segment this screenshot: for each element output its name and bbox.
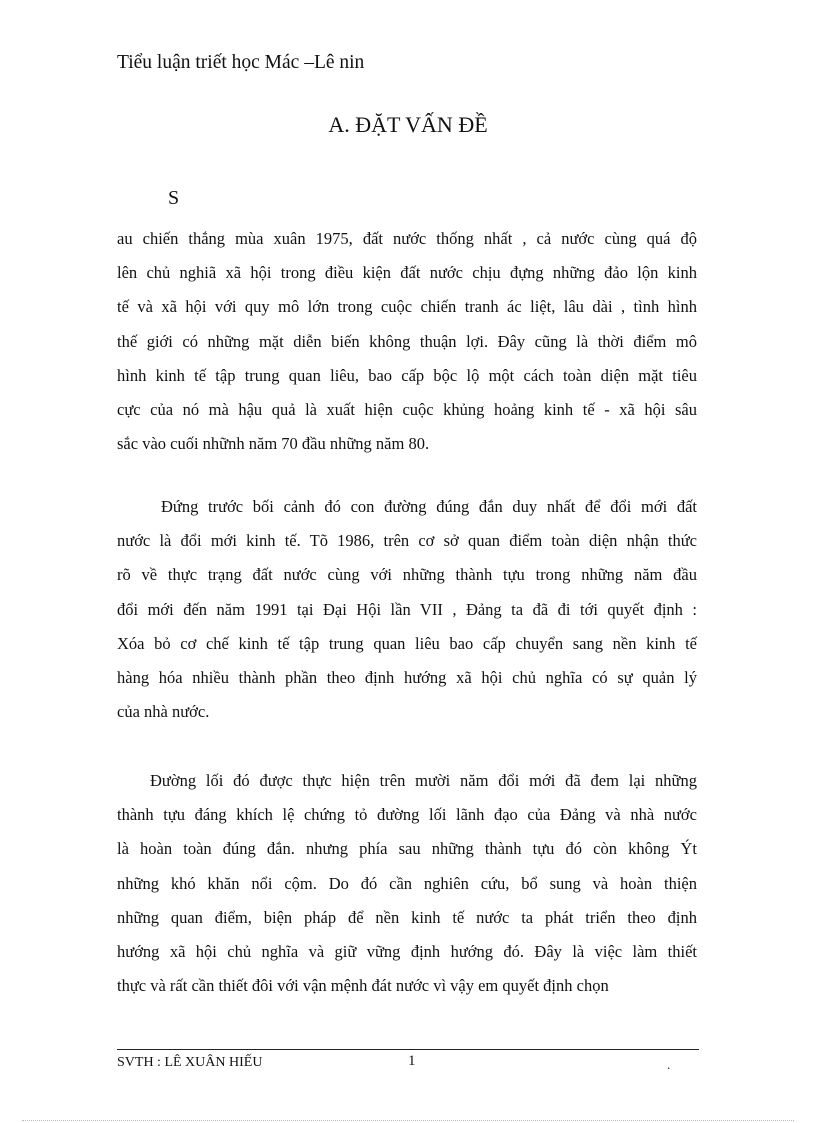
text-line: cực của nó mà hậu quả là xuất hiện cuộc khủng hoảng kinh tế - xã hội sâu xyxy=(117,400,697,420)
text-line: Đường lối đó được thực hiện trên mười năm đổi mới đã đem lại những xyxy=(150,771,697,790)
text-line: rõ về thực trạng đất nước cùng với những thành tựu trong những năm đầu xyxy=(117,565,697,585)
running-header: Tiểu luận triết học Mác –Lê nin xyxy=(117,52,365,73)
paragraph-1 xyxy=(117,222,697,461)
text-line: lên chủ nghiã xã hội trong điều kiện đất nước chịu đựng những đảo lộn kinh xyxy=(117,263,697,283)
section-title: A. ĐẶT VẤN ĐỀ xyxy=(328,112,488,137)
text-line: là hoàn toàn đúng đắn. nhưng phía sau những thành tựu đó còn không Ýt xyxy=(117,839,697,859)
text-line: hình kinh tế tập trung quan liêu, bao cấp bộc lộ một cách toàn diện mặt tiêu xyxy=(117,365,697,385)
text-line: Đứng trước bối cảnh đó con đường đúng đắn duy nhất để đổi mới đất xyxy=(161,497,697,516)
text-line: những khó khăn nổi cộm. Do đó cần nghiên cứu, bổ sung và hoàn thiện xyxy=(117,873,697,893)
paragraph-3 xyxy=(117,764,697,1003)
text-line: au chiến thắng mùa xuân 1975, đất nước thống nhất , cả nước cùng quá độ xyxy=(117,229,697,248)
page-edge-dots xyxy=(22,1120,794,1121)
text-line: thành tựu đáng khích lệ chứng tỏ đường lối lãnh đạo của Đảng và nhà nước xyxy=(117,805,697,825)
footer-mark: . xyxy=(667,1057,671,1072)
page-number: 1 xyxy=(408,1053,416,1069)
footer-author: SVTH : LÊ XUÂN HIẾU xyxy=(117,1055,263,1070)
text-line: sắc vào cuối nhữnh năm 70 đầu những năm 80. xyxy=(117,434,430,454)
text-line: thực và rất cần thiết đôi với vận mệnh đát nước vì vậy em quyết định chọn xyxy=(117,976,609,996)
text-line: của nhà nước. xyxy=(117,702,210,722)
text-line: Xóa bỏ cơ chế kinh tế tập trung quan liêu bao cấp chuyển sang nền kinh tế xyxy=(117,633,697,653)
text-line: đổi mới đến năm 1991 tại Đại Hội lần VII , Đảng ta đã đi tới quyết định : xyxy=(117,599,697,619)
text-line: tế và xã hội với quy mô lớn trong cuộc chiến tranh ác liệt, lâu dài , tình hình xyxy=(117,297,697,317)
text-line: thế giới có những mặt diễn biến không thuận lợi. Đây cũng là thời điểm mô xyxy=(117,331,697,351)
paragraph-2 xyxy=(117,490,697,729)
drop-cap: S xyxy=(168,187,180,209)
text-line: hàng hóa nhiều thành phần theo định hướng xã hội chủ nghĩa có sự quản lý xyxy=(117,668,697,688)
text-line: nước là đổi mới kinh tế. Tõ 1986, trên cơ sở quan điểm toàn diện nhận thức xyxy=(117,531,697,551)
text-line: những quan điểm, biện pháp để nền kinh tế nước ta phát triển theo định xyxy=(117,907,697,927)
text-line: hướng xã hội chủ nghĩa và giữ vững định hướng đó. Đây là việc làm thiết xyxy=(117,942,697,962)
footer-rule xyxy=(117,1049,699,1050)
